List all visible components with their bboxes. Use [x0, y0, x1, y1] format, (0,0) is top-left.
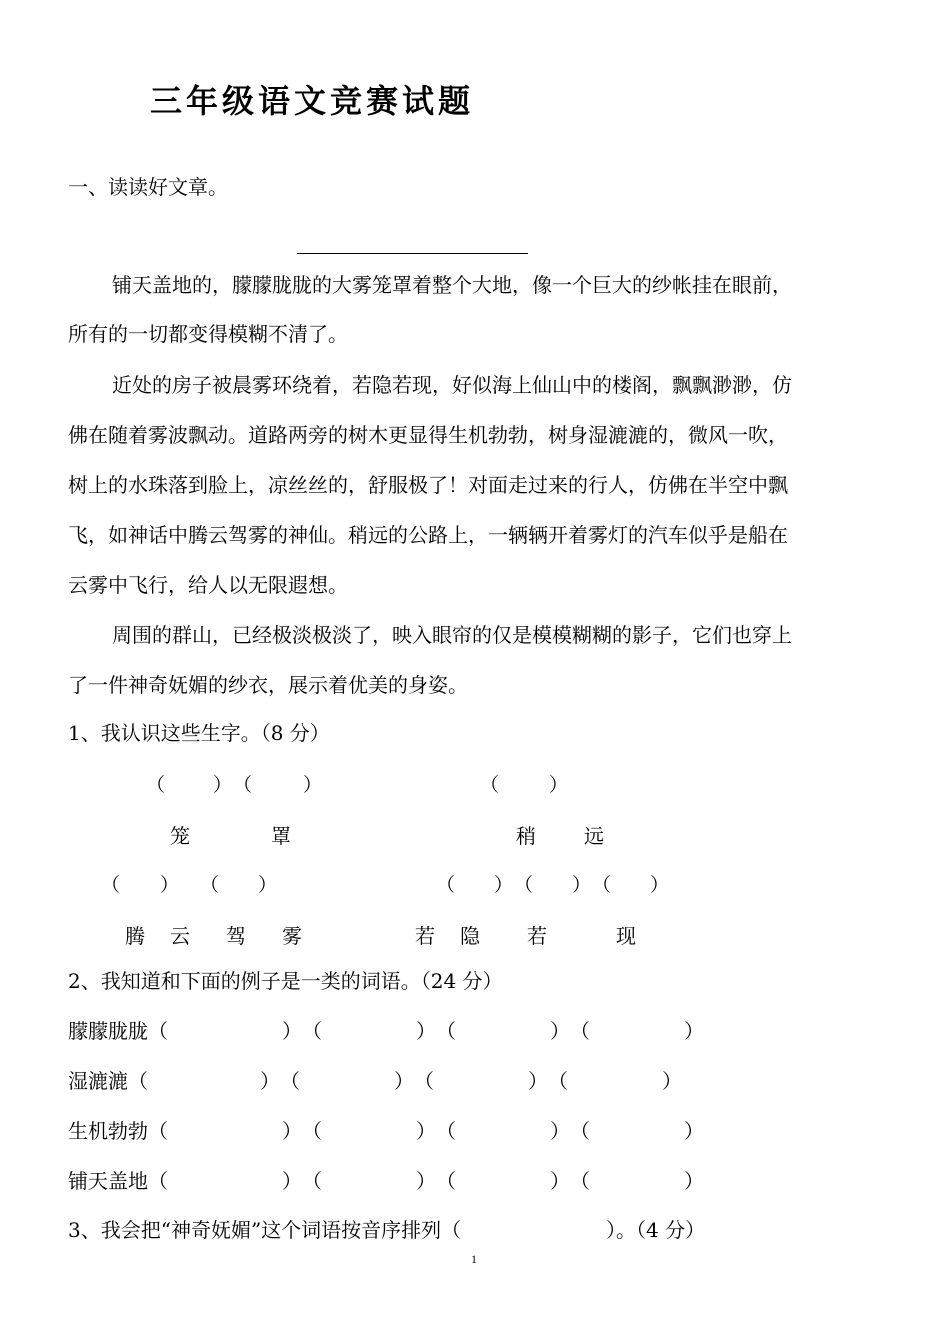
pinyin-blank-close: ）: [303, 774, 323, 796]
pinyin-blank-open: （: [146, 774, 166, 796]
paren-open: （: [302, 1169, 322, 1193]
paren-close: ）: [684, 1119, 704, 1143]
passage-line: 云雾中飞行，给人以无限遐想。: [68, 573, 348, 597]
pinyin-blank-close: ）: [650, 874, 670, 896]
word-blank[interactable]: [458, 1170, 548, 1192]
word-blank[interactable]: [592, 1120, 682, 1142]
character: 远: [584, 824, 604, 848]
paren-close: ）: [550, 1119, 570, 1143]
character: 罩: [271, 824, 291, 848]
paren-open: （: [302, 1019, 322, 1043]
pinyin-blank-close: ）: [160, 874, 180, 896]
word-blank[interactable]: [324, 1120, 414, 1142]
word-blank[interactable]: [324, 1170, 414, 1192]
passage-line: 所有的一切都变得模糊不清了。: [68, 322, 348, 346]
passage-line: 树上的水珠落到脸上，凉丝丝的，舒服极了！对面走过来的行人，仿佛在半空中飘: [68, 473, 788, 497]
character: 驾: [226, 924, 246, 948]
page-title: 三年级语文竞赛试题: [150, 82, 475, 120]
paren-close: ）: [416, 1019, 436, 1043]
example-word: 朦朦胧胧（: [68, 1019, 168, 1043]
paren-open: （: [570, 1119, 590, 1143]
character: 稍: [516, 824, 536, 848]
pinyin-blank-open: （: [436, 874, 456, 896]
word-blank[interactable]: [436, 1070, 526, 1092]
word-blank[interactable]: [190, 1120, 280, 1142]
word-blank[interactable]: [324, 1020, 414, 1042]
paren-close: ）: [394, 1069, 414, 1093]
pinyin-blank-close: ）: [213, 774, 233, 796]
passage-title-blank[interactable]: [297, 253, 528, 254]
word-blank[interactable]: [190, 1170, 280, 1192]
question-3-label-end: ）。（4 分）: [606, 1218, 706, 1242]
passage-line: 铺天盖地的，朦朦胧胧的大雾笼罩着整个大地，像一个巨大的纱帐挂在眼前，: [112, 273, 792, 297]
pinyin-blank-close: ）: [494, 874, 514, 896]
passage-line: 飞，如神话中腾云驾雾的神仙。稍远的公路上，一辆辆开着雾灯的汽车似乎是船在: [68, 523, 788, 547]
paren-open: （: [570, 1169, 590, 1193]
paren-close: ）: [550, 1169, 570, 1193]
pinyin-blank[interactable]: [456, 872, 492, 894]
word-blank[interactable]: [592, 1020, 682, 1042]
paren-open: （: [436, 1019, 456, 1043]
character: 若: [415, 924, 435, 948]
character: 云: [170, 924, 190, 948]
example-word: 生机勃勃（: [68, 1119, 168, 1143]
pinyin-blank[interactable]: [220, 872, 256, 894]
pinyin-blank[interactable]: [612, 872, 648, 894]
pinyin-blank-close: ）: [258, 874, 278, 896]
paren-close: ）: [282, 1169, 302, 1193]
paren-close: ）: [662, 1069, 682, 1093]
pinyin-blank-open: （: [514, 874, 534, 896]
paren-open: （: [414, 1069, 434, 1093]
order-blank[interactable]: [538, 1219, 604, 1241]
paren-open: （: [548, 1069, 568, 1093]
paren-open: （: [280, 1069, 300, 1093]
character: 笼: [170, 824, 190, 848]
paren-close: ）: [416, 1169, 436, 1193]
paren-open: （: [436, 1169, 456, 1193]
paren-close: ）: [550, 1019, 570, 1043]
word-blank[interactable]: [170, 1070, 258, 1092]
question-2-label: 2、我知道和下面的例子是一类的词语。（24 分）: [68, 969, 503, 993]
pinyin-blank[interactable]: [500, 772, 548, 794]
question-1-label: 1、我认识这些生字。（8 分）: [68, 721, 330, 745]
section-heading: 一、读读好文章。: [68, 175, 228, 199]
character: 隐: [460, 924, 480, 948]
pinyin-blank[interactable]: [534, 872, 570, 894]
paren-close: ）: [684, 1169, 704, 1193]
paren-close: ）: [684, 1019, 704, 1043]
word-blank[interactable]: [190, 1020, 280, 1042]
paren-close: ）: [260, 1069, 280, 1093]
paren-open: （: [570, 1019, 590, 1043]
example-word: 湿漉漉（: [68, 1069, 148, 1093]
pinyin-blank[interactable]: [166, 772, 212, 794]
pinyin-blank-open: （: [592, 874, 612, 896]
passage-line: 周围的群山，已经极淡极淡了，映入眼帘的仅是模模糊糊的影子，它们也穿上: [112, 623, 792, 647]
passage-line: 了一件神奇妩媚的纱衣，展示着优美的身姿。: [68, 673, 468, 697]
pinyin-blank-close: ）: [549, 774, 569, 796]
pinyin-blank-open: （: [101, 874, 121, 896]
pinyin-blank-open: （: [480, 774, 500, 796]
passage-line: 佛在随着雾波飘动。道路两旁的树木更显得生机勃勃，树身湿漉漉的，微风一吹，: [68, 423, 788, 447]
word-blank[interactable]: [458, 1120, 548, 1142]
page-number: 1: [471, 1252, 477, 1266]
character: 现: [616, 924, 636, 948]
example-word: 铺天盖地（: [68, 1169, 168, 1193]
paren-close: ）: [416, 1119, 436, 1143]
pinyin-blank[interactable]: [253, 772, 301, 794]
pinyin-blank[interactable]: [121, 872, 159, 894]
word-blank[interactable]: [592, 1170, 682, 1192]
word-blank[interactable]: [458, 1020, 548, 1042]
character: 腾: [125, 924, 145, 948]
word-blank[interactable]: [570, 1070, 660, 1092]
word-blank[interactable]: [302, 1070, 392, 1092]
paren-close: ）: [528, 1069, 548, 1093]
pinyin-blank-close: ）: [572, 874, 592, 896]
paren-open: （: [436, 1119, 456, 1143]
question-3-label: 3、我会把“神奇妩媚”这个词语按音序排列（: [68, 1218, 462, 1242]
character: 雾: [282, 924, 302, 948]
paren-close: ）: [282, 1019, 302, 1043]
paren-open: （: [302, 1119, 322, 1143]
pinyin-blank-open: （: [233, 774, 253, 796]
passage-line: 近处的房子被晨雾环绕着，若隐若现，好似海上仙山中的楼阁，飘飘渺渺，仿: [112, 373, 792, 397]
pinyin-blank-open: （: [200, 874, 220, 896]
paren-close: ）: [282, 1119, 302, 1143]
character: 若: [527, 924, 547, 948]
